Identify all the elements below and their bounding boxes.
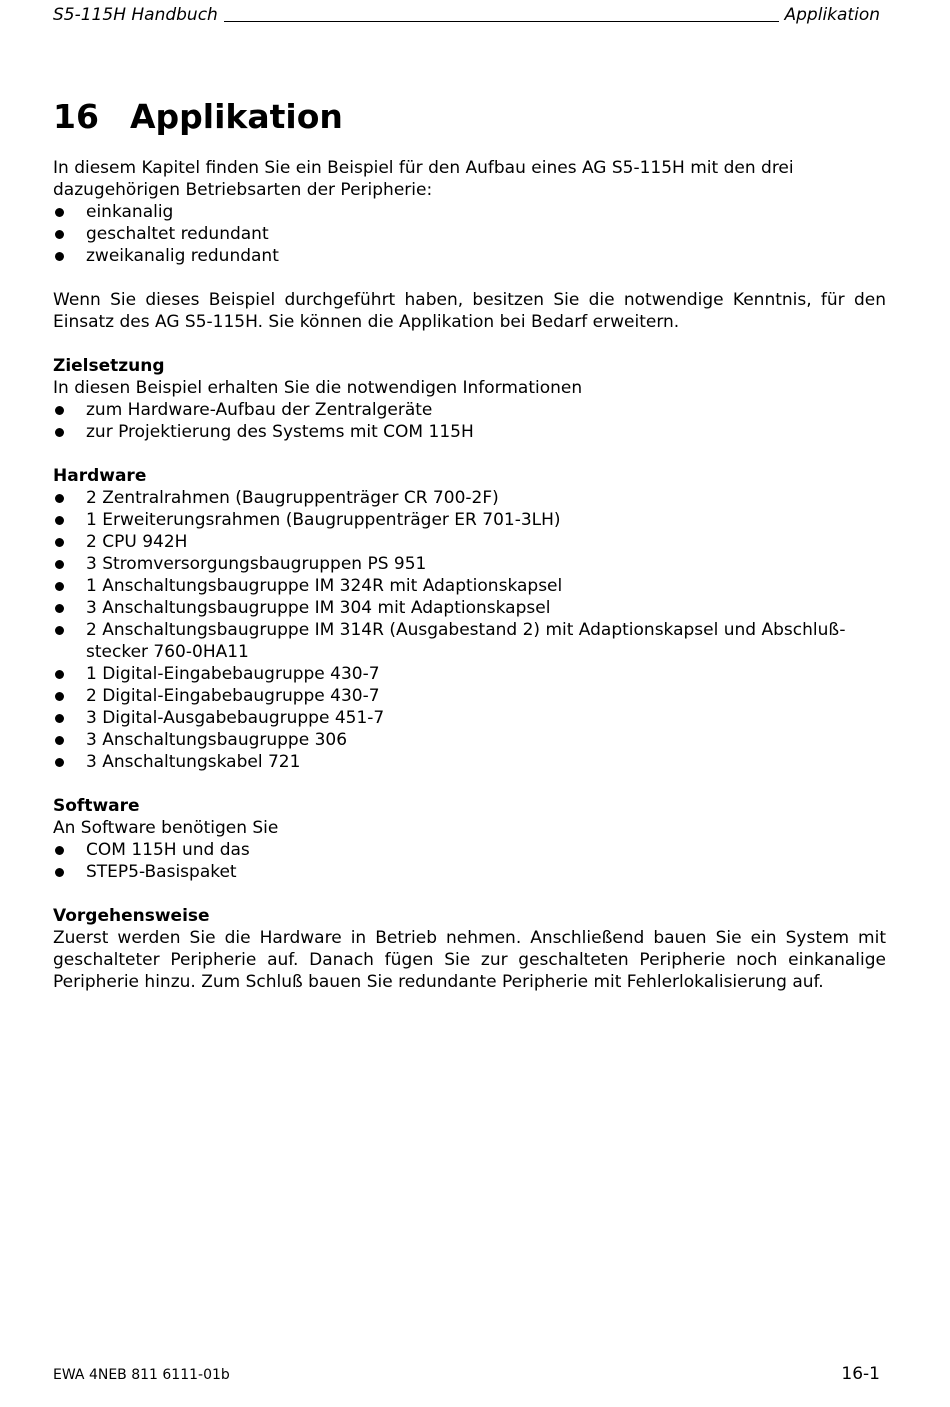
header-section-title: Applikation [784, 5, 880, 25]
header-rule [224, 21, 779, 22]
list-item: 1 Digital-Eingabebaugruppe 430-7 [53, 663, 886, 685]
list-item: zweikanalig redundant [53, 245, 886, 267]
list-item: 2 Anschaltungsbaugruppe IM 314R (Ausgabestand 2) mit Adaptionskapsel und Abschluß-stecker 760-0HA11 [53, 619, 886, 663]
procedure-paragraph: Zuerst werden Sie die Hardware in Betrieb nehmen. Anschließend bauen Sie ein System mit geschalteter Peripherie auf. Danach fügen Sie zur geschalteten Peripherie noch einkanalige Peripherie hinzu. Zum Schluß bauen Sie redundante Peripherie mit Fehlerlokalisierung auf. [53, 928, 886, 992]
intro-list [53, 201, 886, 267]
list-item: 1 Anschaltungsbaugruppe IM 324R mit Adaptionskapsel [53, 575, 886, 597]
hardware-list [53, 487, 886, 773]
list-item: 3 Anschaltungsbaugruppe 306 [53, 729, 886, 751]
list-item: 2 CPU 942H [53, 531, 886, 553]
software-list [53, 839, 886, 883]
chapter-title [53, 96, 343, 138]
footer-document-number: EWA 4NEB 811 6111-01b [53, 1367, 230, 1383]
procedure-heading: Vorgehensweise [53, 906, 210, 926]
list-item: 3 Stromversorgungsbaugruppen PS 951 [53, 553, 886, 575]
list-item: 1 Erweiterungsrahmen (Baugruppenträger ER 701-3LH) [53, 509, 886, 531]
list-item: zum Hardware-Aufbau der Zentralgeräte [53, 399, 886, 421]
goal-list [53, 399, 886, 443]
header-manual-title: S5-115H Handbuch [53, 5, 218, 25]
hardware-heading: Hardware [53, 466, 147, 486]
goal-heading: Zielsetzung [53, 356, 165, 376]
summary-paragraph: Wenn Sie dieses Beispiel durchgeführt haben, besitzen Sie die notwendige Kenntnis, für den Einsatz des AG S5-115H. Sie können die Applikation bei Bedarf erweitern. [53, 290, 886, 332]
list-item: zur Projektierung des Systems mit COM 115H [53, 421, 886, 443]
chapter-name: Applikation [130, 97, 343, 136]
goal-paragraph: In diesen Beispiel erhalten Sie die notwendigen Informationen [53, 378, 583, 398]
list-item: 3 Anschaltungsbaugruppe IM 304 mit Adaptionskapsel [53, 597, 886, 619]
list-item: STEP5-Basispaket [53, 861, 886, 883]
list-item: 2 Digital-Eingabebaugruppe 430-7 [53, 685, 886, 707]
list-item: einkanalig [53, 201, 886, 223]
list-item: 2 Zentralrahmen (Baugruppenträger CR 700-2F) [53, 487, 886, 509]
list-item: geschaltet redundant [53, 223, 886, 245]
list-item: 3 Anschaltungskabel 721 [53, 751, 886, 773]
software-heading: Software [53, 796, 140, 816]
running-header [53, 2, 880, 26]
chapter-number: 16 [53, 97, 99, 136]
footer-page-number: 16-1 [841, 1364, 880, 1384]
software-paragraph: An Software benötigen Sie [53, 818, 279, 838]
page-content [53, 157, 886, 993]
list-item: COM 115H und das [53, 839, 886, 861]
intro-paragraph: In diesem Kapitel finden Sie ein Beispiel für den Aufbau eines AG S5-115H mit den drei dazugehörigen Betriebsarten der Peripherie: [53, 158, 794, 200]
list-item: 3 Digital-Ausgabebaugruppe 451-7 [53, 707, 886, 729]
